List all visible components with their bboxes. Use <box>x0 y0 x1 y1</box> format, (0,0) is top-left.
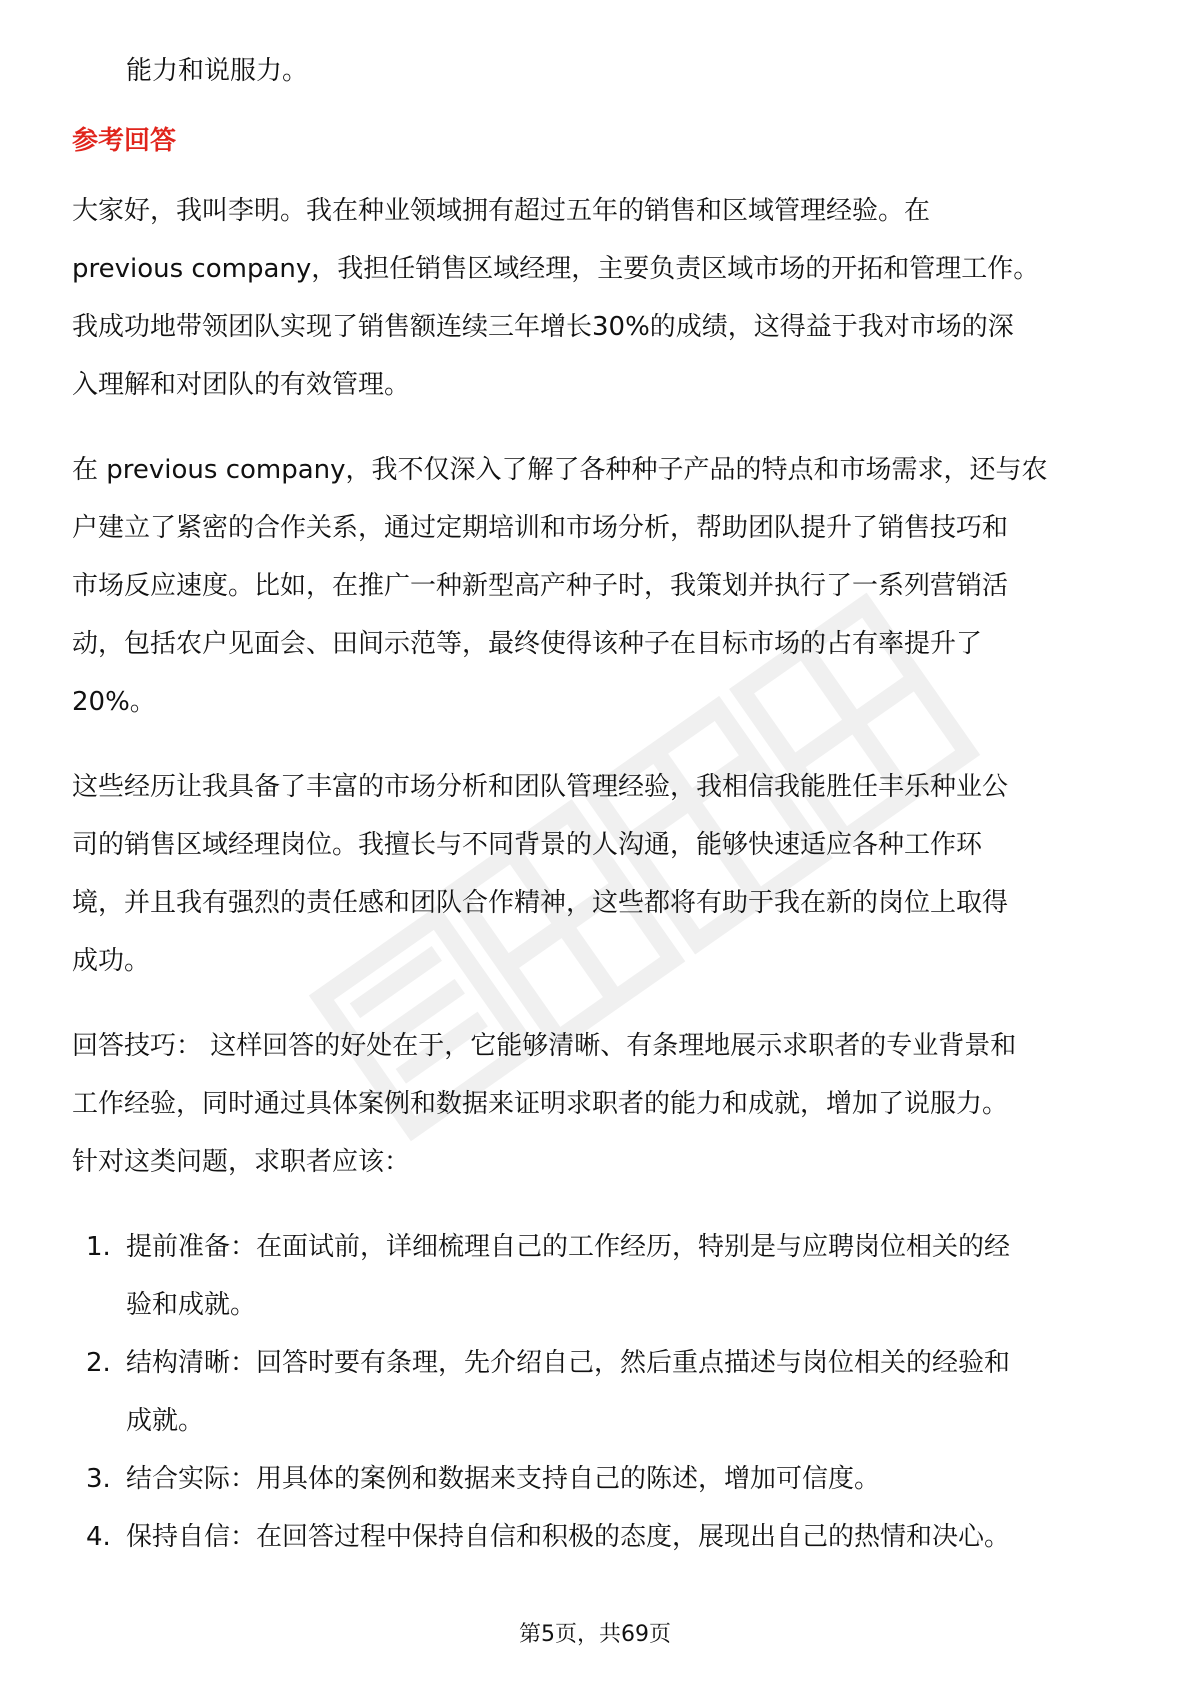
list-item-line: 保持自信：在回答过程中保持自信和积极的态度，展现出自己的热情和决心。 <box>126 1522 1011 1552</box>
list-item-line: 结合实际：用具体的案例和数据来支持自己的陈述，增加可信度。 <box>126 1464 881 1494</box>
paragraph-line: 工作经验，同时通过具体案例和数据来证明求职者的能力和成就，增加了说服力。 <box>72 1089 1009 1119</box>
paragraph-line: previous company，我担任销售区域经理，主要负责区域市场的开拓和管理工作。 <box>72 254 1040 284</box>
section-heading: 参考回答 <box>72 126 177 156</box>
paragraph-line: 司的销售区域经理岗位。我擅长与不同背景的人沟通，能够快速适应各种工作环 <box>72 830 983 860</box>
paragraph-line: 我成功地带领团队实现了销售额连续三年增长30%的成绩，这得益于我对市场的深 <box>72 312 1014 342</box>
paragraph-line: 市场反应速度。比如，在推广一种新型高产种子时，我策划并执行了一系列营销活 <box>72 571 1009 601</box>
list-item <box>72 1450 1122 1508</box>
document-body <box>72 42 1122 1566</box>
paragraph <box>72 441 1122 731</box>
list-number: 2. <box>86 1348 111 1378</box>
paragraph-line: 在 previous company，我不仅深入了解了各种种子产品的特点和市场需求，还与农 <box>72 455 1048 485</box>
paragraph-line: 动，包括农户见面会、田间示范等，最终使得该种子在目标市场的占有率提升了 <box>72 629 983 659</box>
list-number: 3. <box>86 1464 111 1494</box>
list-number: 4. <box>86 1522 111 1552</box>
answer-paragraphs <box>72 182 1122 1191</box>
list-item-line: 结构清晰：回答时要有条理，先介绍自己，然后重点描述与岗位相关的经验和 <box>126 1348 1011 1378</box>
list-number: 1. <box>86 1232 111 1262</box>
paragraph-line: 20%。 <box>72 687 156 717</box>
continuation-line: 能力和说服力。 <box>126 56 309 86</box>
paragraph-line: 境，并且我有强烈的责任感和团队合作精神，这些都将有助于我在新的岗位上取得 <box>72 888 1009 918</box>
list-item <box>72 1218 1122 1334</box>
paragraph-line: 这些经历让我具备了丰富的市场分析和团队管理经验，我相信我能胜任丰乐种业公 <box>72 772 1009 802</box>
paragraph <box>72 758 1122 990</box>
paragraph-line: 成功。 <box>72 946 151 976</box>
paragraph-line: 户建立了紧密的合作关系，通过定期培训和市场分析，帮助团队提升了销售技巧和 <box>72 513 1009 543</box>
list-item-line: 成就。 <box>126 1406 205 1436</box>
paragraph-line: 针对这类问题，求职者应该： <box>72 1147 411 1177</box>
tips-list <box>72 1218 1122 1566</box>
paragraph-line: 入理解和对团队的有效管理。 <box>72 370 411 400</box>
list-item <box>72 1334 1122 1450</box>
page-footer: 第5页，共69页 <box>519 1622 671 1647</box>
paragraph <box>72 1017 1122 1191</box>
list-item-line: 提前准备：在面试前，详细梳理自己的工作经历，特别是与应聘岗位相关的经 <box>126 1232 1011 1262</box>
list-item-line: 验和成就。 <box>126 1290 257 1320</box>
list-item <box>72 1508 1122 1566</box>
paragraph-line: 回答技巧： 这样回答的好处在于，它能够清晰、有条理地展示求职者的专业背景和 <box>72 1031 1017 1061</box>
paragraph <box>72 182 1122 414</box>
paragraph-line: 大家好，我叫李明。我在种业领域拥有超过五年的销售和区域管理经验。在 <box>72 196 931 226</box>
